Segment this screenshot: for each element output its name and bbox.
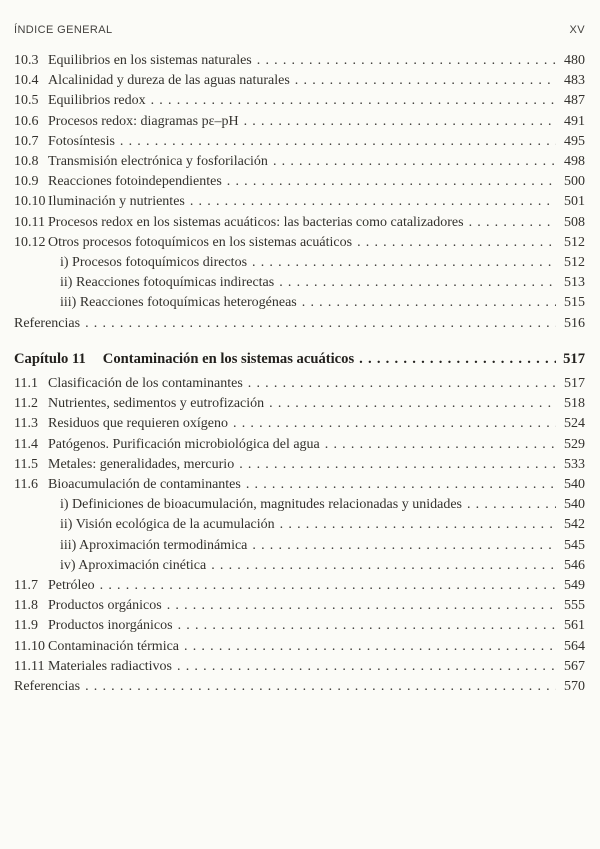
dot-leader xyxy=(252,536,556,556)
entry-title: Referencias xyxy=(14,315,81,331)
toc-entry-row xyxy=(14,314,585,334)
entry-title: iii) Aproximación termodinámica xyxy=(60,537,248,553)
entry-page: 517 xyxy=(563,350,585,367)
entry-page: 540 xyxy=(564,477,585,493)
toc-entry-row xyxy=(14,293,585,313)
entry-number: 11.9 xyxy=(14,618,38,634)
entry-number: 11.10 xyxy=(14,638,45,654)
entry-page: 542 xyxy=(564,517,585,533)
dot-leader xyxy=(252,253,556,273)
toc-entry-row xyxy=(14,132,585,152)
toc-entry-row xyxy=(14,374,585,394)
toc-entry-row xyxy=(14,51,585,71)
entry-number: 11.5 xyxy=(14,456,38,472)
dot-leader xyxy=(467,495,556,515)
entry-title: Clasificación de los contaminantes xyxy=(48,376,243,392)
dot-leader xyxy=(239,455,556,475)
dot-leader xyxy=(359,349,556,369)
entry-number: 10.12 xyxy=(14,234,46,250)
entry-title: Fotosíntesis xyxy=(48,133,115,149)
entry-page: 495 xyxy=(564,133,585,149)
toc-entry-row xyxy=(14,576,585,596)
dot-leader xyxy=(227,172,556,192)
entry-page: 518 xyxy=(564,396,585,412)
dot-leader xyxy=(233,414,556,434)
entry-page: 529 xyxy=(564,436,585,452)
dot-leader xyxy=(280,515,556,535)
dot-leader xyxy=(246,475,556,495)
entry-page: 567 xyxy=(564,658,585,674)
entry-title: Procesos redox en los sistemas acuáticos: las bacterias como catalizadores xyxy=(48,214,464,230)
entry-title: Petróleo xyxy=(48,578,95,594)
entry-title: Iluminación y nutrientes xyxy=(48,194,185,210)
entry-title: Contaminación en los sistemas acuáticos xyxy=(102,350,355,367)
toc-entry-row xyxy=(14,637,585,657)
dot-leader xyxy=(269,394,556,414)
toc-entry-row xyxy=(14,616,585,636)
entry-number: 11.2 xyxy=(14,396,38,412)
dot-leader xyxy=(85,677,556,697)
entry-title: i) Procesos fotoquímicos directos xyxy=(60,255,248,271)
dot-leader xyxy=(85,314,556,334)
entry-title: iv) Aproximación cinética xyxy=(60,557,207,573)
toc-entry-row xyxy=(14,657,585,677)
entry-page: 545 xyxy=(564,537,585,553)
toc-entry-row xyxy=(14,677,585,697)
entry-title: Reacciones fotoindependientes xyxy=(48,174,222,190)
entry-number: 10.3 xyxy=(14,53,39,68)
dot-leader xyxy=(244,112,556,132)
toc-entry-row xyxy=(14,91,585,111)
entry-title: i) Definiciones de bioacumulación, magnitudes relacionadas y unidades xyxy=(60,497,462,513)
toc-entry-row xyxy=(14,152,585,172)
entry-title: Equilibrios redox xyxy=(48,93,146,109)
entry-page: 508 xyxy=(564,214,585,230)
toc-entry-row xyxy=(14,192,585,212)
entry-page: 500 xyxy=(564,174,585,190)
entry-title: iii) Reacciones fotoquímicas heterogéneas xyxy=(60,295,297,311)
entry-title: Otros procesos fotoquímicos en los sistemas acuáticos xyxy=(48,234,353,250)
entry-page: 546 xyxy=(564,557,585,573)
entry-title: Nutrientes, sedimentos y eutrofización xyxy=(48,396,265,412)
entry-title: Materiales radiactivos xyxy=(48,658,173,674)
entry-page: 513 xyxy=(564,275,585,291)
entry-number: 10.4 xyxy=(14,73,39,89)
toc-entry-row xyxy=(14,435,585,455)
toc-entry-row xyxy=(14,556,585,576)
entry-number: 10.8 xyxy=(14,154,39,170)
toc-list xyxy=(14,51,585,697)
entry-number: 11.11 xyxy=(14,658,45,674)
entry-title: Bioacumulación de contaminantes xyxy=(48,477,241,493)
entry-page: 570 xyxy=(564,679,585,695)
entry-page: 516 xyxy=(564,315,585,331)
entry-number: 10.5 xyxy=(14,93,39,109)
entry-number: 10.11 xyxy=(14,214,45,230)
dot-leader xyxy=(177,657,556,677)
toc-entry-row xyxy=(14,495,585,515)
entry-number: 11.7 xyxy=(14,578,38,594)
entry-number: 10.6 xyxy=(14,113,39,129)
entry-title: Procesos redox: diagramas pε–pH xyxy=(48,113,239,129)
entry-number: 10.7 xyxy=(14,133,39,149)
toc-entry-row xyxy=(14,213,585,233)
dot-leader xyxy=(100,576,556,596)
dot-leader xyxy=(325,435,556,455)
dot-leader xyxy=(167,596,556,616)
dot-leader xyxy=(178,616,556,636)
entry-number: 10.9 xyxy=(14,174,39,190)
entry-title: Patógenos. Purificación microbiológica del agua xyxy=(48,436,320,452)
toc-entry-row xyxy=(14,475,585,495)
toc-entry-row xyxy=(14,273,585,293)
dot-leader xyxy=(120,132,556,152)
page-number: XV xyxy=(569,24,585,36)
dot-leader xyxy=(211,556,556,576)
entry-title: Productos inorgánicos xyxy=(48,618,173,634)
entry-page: 564 xyxy=(564,638,585,654)
entry-number: 11.1 xyxy=(14,376,38,392)
toc-entry-row xyxy=(14,414,585,434)
entry-title: Metales: generalidades, mercurio xyxy=(48,456,235,472)
toc-entry-row xyxy=(14,253,585,273)
toc-entry-row xyxy=(14,536,585,556)
entry-title: Productos orgánicos xyxy=(48,598,162,614)
dot-leader xyxy=(357,233,556,253)
entry-page: 501 xyxy=(564,194,585,210)
entry-page: 524 xyxy=(564,416,585,432)
dot-leader xyxy=(273,152,556,172)
entry-page: 491 xyxy=(564,113,585,129)
entry-title: Referencias xyxy=(14,679,81,695)
entry-page: 540 xyxy=(564,497,585,513)
entry-page: 549 xyxy=(564,578,585,594)
toc-entry-row xyxy=(14,71,585,91)
dot-leader xyxy=(184,637,556,657)
entry-title: ii) Reacciones fotoquímicas indirectas xyxy=(60,275,275,291)
dot-leader xyxy=(302,293,556,313)
entry-page: 498 xyxy=(564,154,585,170)
running-header xyxy=(14,24,585,36)
toc-entry-row xyxy=(14,515,585,535)
entry-number: 11.4 xyxy=(14,436,38,452)
toc-entry-row xyxy=(14,455,585,475)
entry-title: Residuos que requieren oxígeno xyxy=(48,416,229,432)
dot-leader xyxy=(190,192,556,212)
entry-page: 533 xyxy=(564,456,585,472)
entry-page: 512 xyxy=(564,234,585,250)
entry-page: 561 xyxy=(564,618,585,634)
entry-title: Alcalinidad y dureza de las aguas naturales xyxy=(48,73,290,89)
entry-title: Transmisión electrónica y fosforilación xyxy=(48,154,268,170)
entry-page: 480 xyxy=(564,53,585,68)
toc-entry-row xyxy=(14,394,585,414)
entry-number: 11.3 xyxy=(14,416,38,432)
toc-entry-row xyxy=(14,233,585,253)
toc-entry-row xyxy=(14,349,585,369)
entry-page: 512 xyxy=(564,255,585,271)
entry-page: 517 xyxy=(564,376,585,392)
toc-entry-row xyxy=(14,596,585,616)
dot-leader xyxy=(248,374,556,394)
dot-leader xyxy=(469,213,556,233)
entry-page: 483 xyxy=(564,73,585,89)
dot-leader xyxy=(151,91,556,111)
entry-page: 515 xyxy=(564,295,585,311)
entry-number: 11.8 xyxy=(14,598,38,614)
dot-leader xyxy=(295,71,556,91)
entry-title: Contaminación térmica xyxy=(48,638,180,654)
entry-number: 11.6 xyxy=(14,477,38,493)
toc-entry-row xyxy=(14,112,585,132)
entry-page: 555 xyxy=(564,598,585,614)
entry-number: 10.10 xyxy=(14,194,46,210)
running-header-title: ÍNDICE GENERAL xyxy=(14,24,113,36)
entry-title: Equilibrios en los sistemas naturales xyxy=(48,53,252,68)
entry-number: Capítulo 11 xyxy=(14,350,86,367)
dot-leader xyxy=(279,273,556,293)
entry-page: 487 xyxy=(564,93,585,109)
toc-entry-row xyxy=(14,172,585,192)
dot-leader xyxy=(257,51,556,71)
entry-title: ii) Visión ecológica de la acumulación xyxy=(60,517,275,533)
